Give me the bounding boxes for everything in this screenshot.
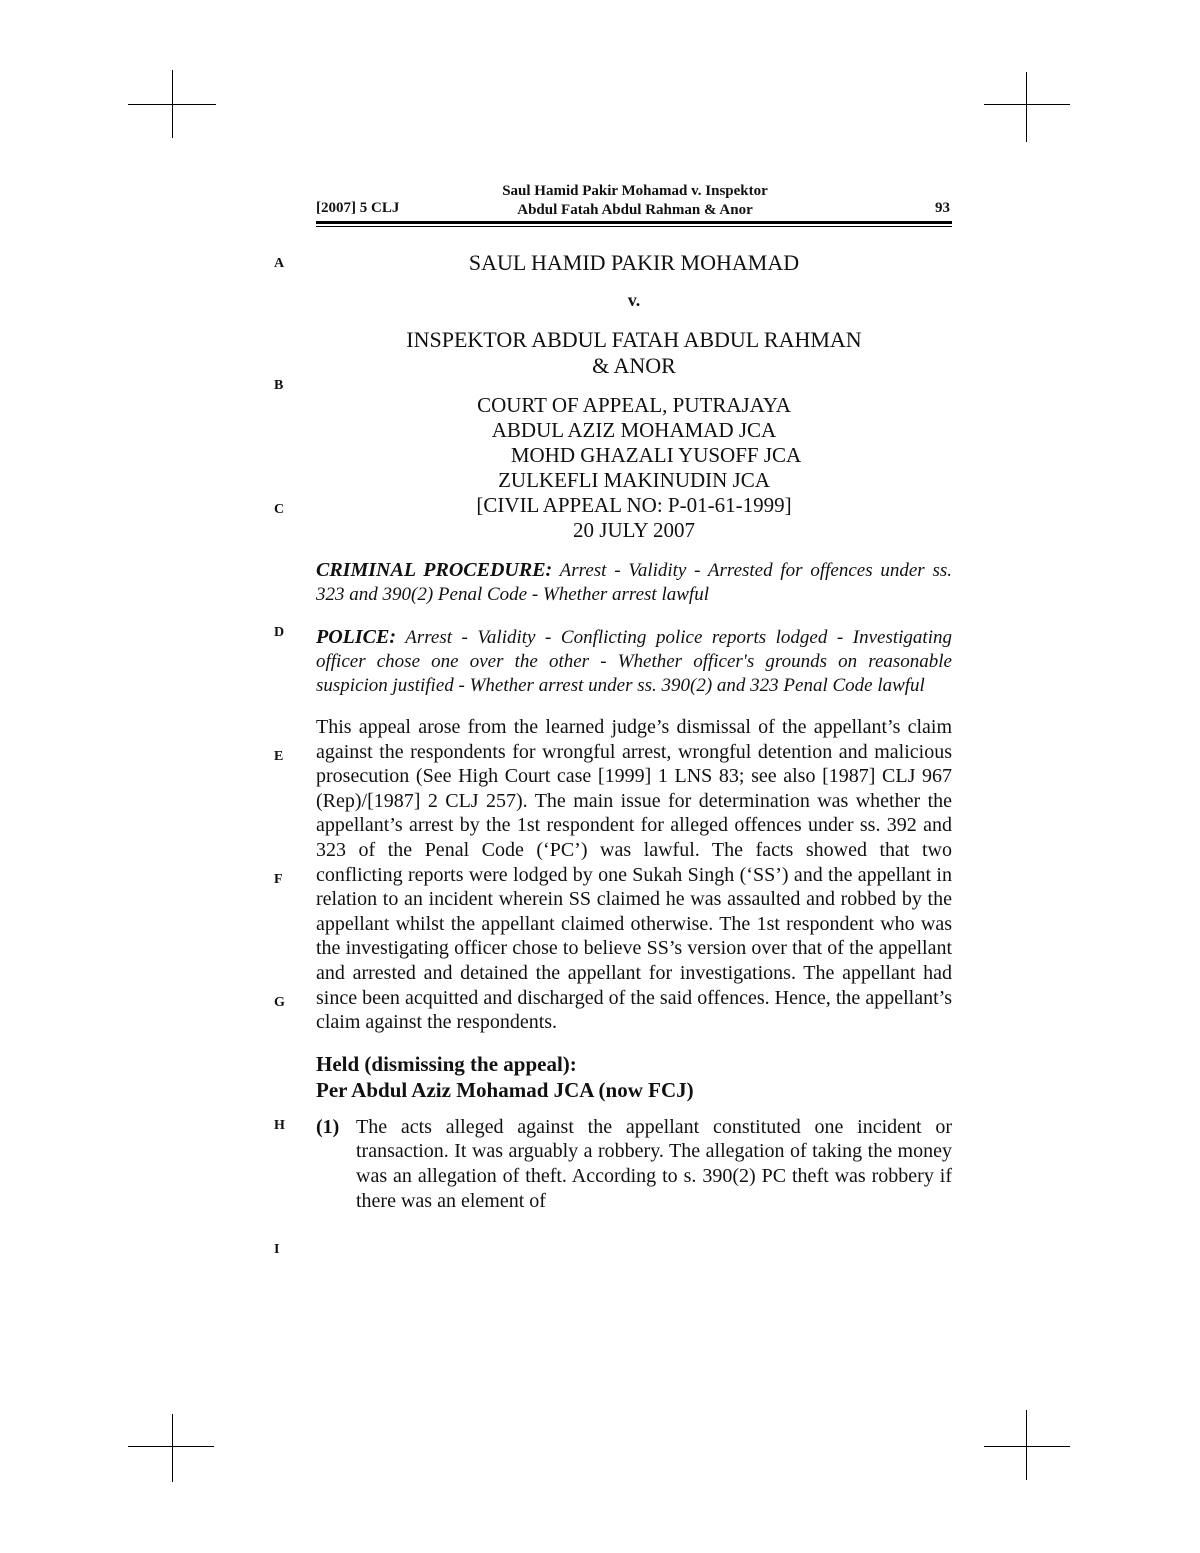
catchword <box>316 625 952 698</box>
margin-letter-f: F <box>274 872 283 887</box>
held-point-number: (1) <box>316 1115 340 1138</box>
judge-2: MOHD GHAZALI YUSOFF JCA <box>510 443 802 467</box>
header-case-title <box>420 182 850 220</box>
versus: v. <box>627 290 641 310</box>
catchword-heading: POLICE: <box>316 626 396 648</box>
respondent-name <box>316 327 952 379</box>
appeal-number: [CIVIL APPEAL NO: P-01-61-1999] <box>476 493 792 517</box>
margin-letter-i: I <box>274 1242 280 1257</box>
margin-letter-g: G <box>274 995 285 1010</box>
headnote-paragraph: This appeal arose from the learned judge’s dismissal of the appellant’s claim against the respondents for wrongful arrest, wrongful detention and malicious prosecution (See High Court case [1999] 1 LNS 83; see also [1987] CLJ 967 (Rep)/[1987] 2 CLJ 257). The main issue for determination was whether the appellant’s arrest by the 1st respondent for alleged offences under ss. 392 and 323 of the Penal Code (‘PC’) was lawful. The facts showed that two conflicting reports were lodged by one Sukah Singh (‘SS’) and the appellant in relation to an incident wherein SS claimed he was assaulted and robbed by the appellant whilst the appellant claimed otherwise. The 1st respondent who was the investigating officer chose to believe SS’s version over that of the appellant and arrested and detained the appellant for investigations. The appellant had since been acquitted and discharged of the said offences. Hence, the appellant’s claim against the respondents. <box>316 716 952 1034</box>
catchword-text: Arrest - Validity - Arrested for offences under ss. 323 and 390(2) Penal Code - Whether arrest lawful <box>316 560 952 605</box>
header-rule-thin <box>316 226 952 227</box>
header-rule-thick <box>316 221 952 224</box>
held-point <box>316 1115 952 1213</box>
held-heading <box>316 1051 952 1103</box>
held-point-text: The acts alleged against the appellant constituted one incident or transaction. It was arguably a robbery. The allegation of taking the money was an allegation of theft. According to s. 390(2) PC theft was robbery if there was an element of <box>356 1115 952 1212</box>
margin-letter-d: D <box>274 625 285 640</box>
margin-letter-h: H <box>274 1118 285 1133</box>
judge-3: ZULKEFLI MAKINUDIN JCA <box>498 468 770 492</box>
held-line2: Per Abdul Aziz Mohamad JCA (now FCJ) <box>316 1077 694 1102</box>
respondent-name-line2: & ANOR <box>592 353 676 378</box>
appellant-name: SAUL HAMID PAKIR MOHAMAD <box>468 250 800 275</box>
margin-letter-a: A <box>274 256 285 271</box>
margin-letter-e: E <box>274 749 284 764</box>
catchword <box>316 558 952 607</box>
margin-letter-b: B <box>274 378 284 393</box>
judgment-content <box>316 250 952 1213</box>
court-name: COURT OF APPEAL, PUTRAJAYA <box>477 393 791 417</box>
header-citation: [2007] 5 CLJ <box>316 200 400 216</box>
margin-letter-c: C <box>274 502 285 517</box>
respondent-name-line1: INSPEKTOR ABDUL FATAH ABDUL RAHMAN <box>406 327 862 352</box>
court-details <box>316 393 952 543</box>
held-line1: Held (dismissing the appeal): <box>316 1051 577 1076</box>
catchword-text: Arrest - Validity - Conflicting police reports lodged - Investigating officer chose one over the other - Whether officer's grounds on reasonable suspicion justified - Whether arrest under ss. 390(2) and 323 Penal Code lawful <box>316 627 952 696</box>
header-case-title-line1: Saul Hamid Pakir Mohamad v. Inspektor <box>502 183 768 199</box>
judge-1: ABDUL AZIZ MOHAMAD JCA <box>491 418 777 442</box>
header-page-number: 93 <box>935 200 950 216</box>
judgment-date: 20 JULY 2007 <box>573 518 695 542</box>
catchword-heading: CRIMINAL PROCEDURE: <box>316 559 553 581</box>
header-case-title-line2: Abdul Fatah Abdul Rahman & Anor <box>517 202 753 218</box>
